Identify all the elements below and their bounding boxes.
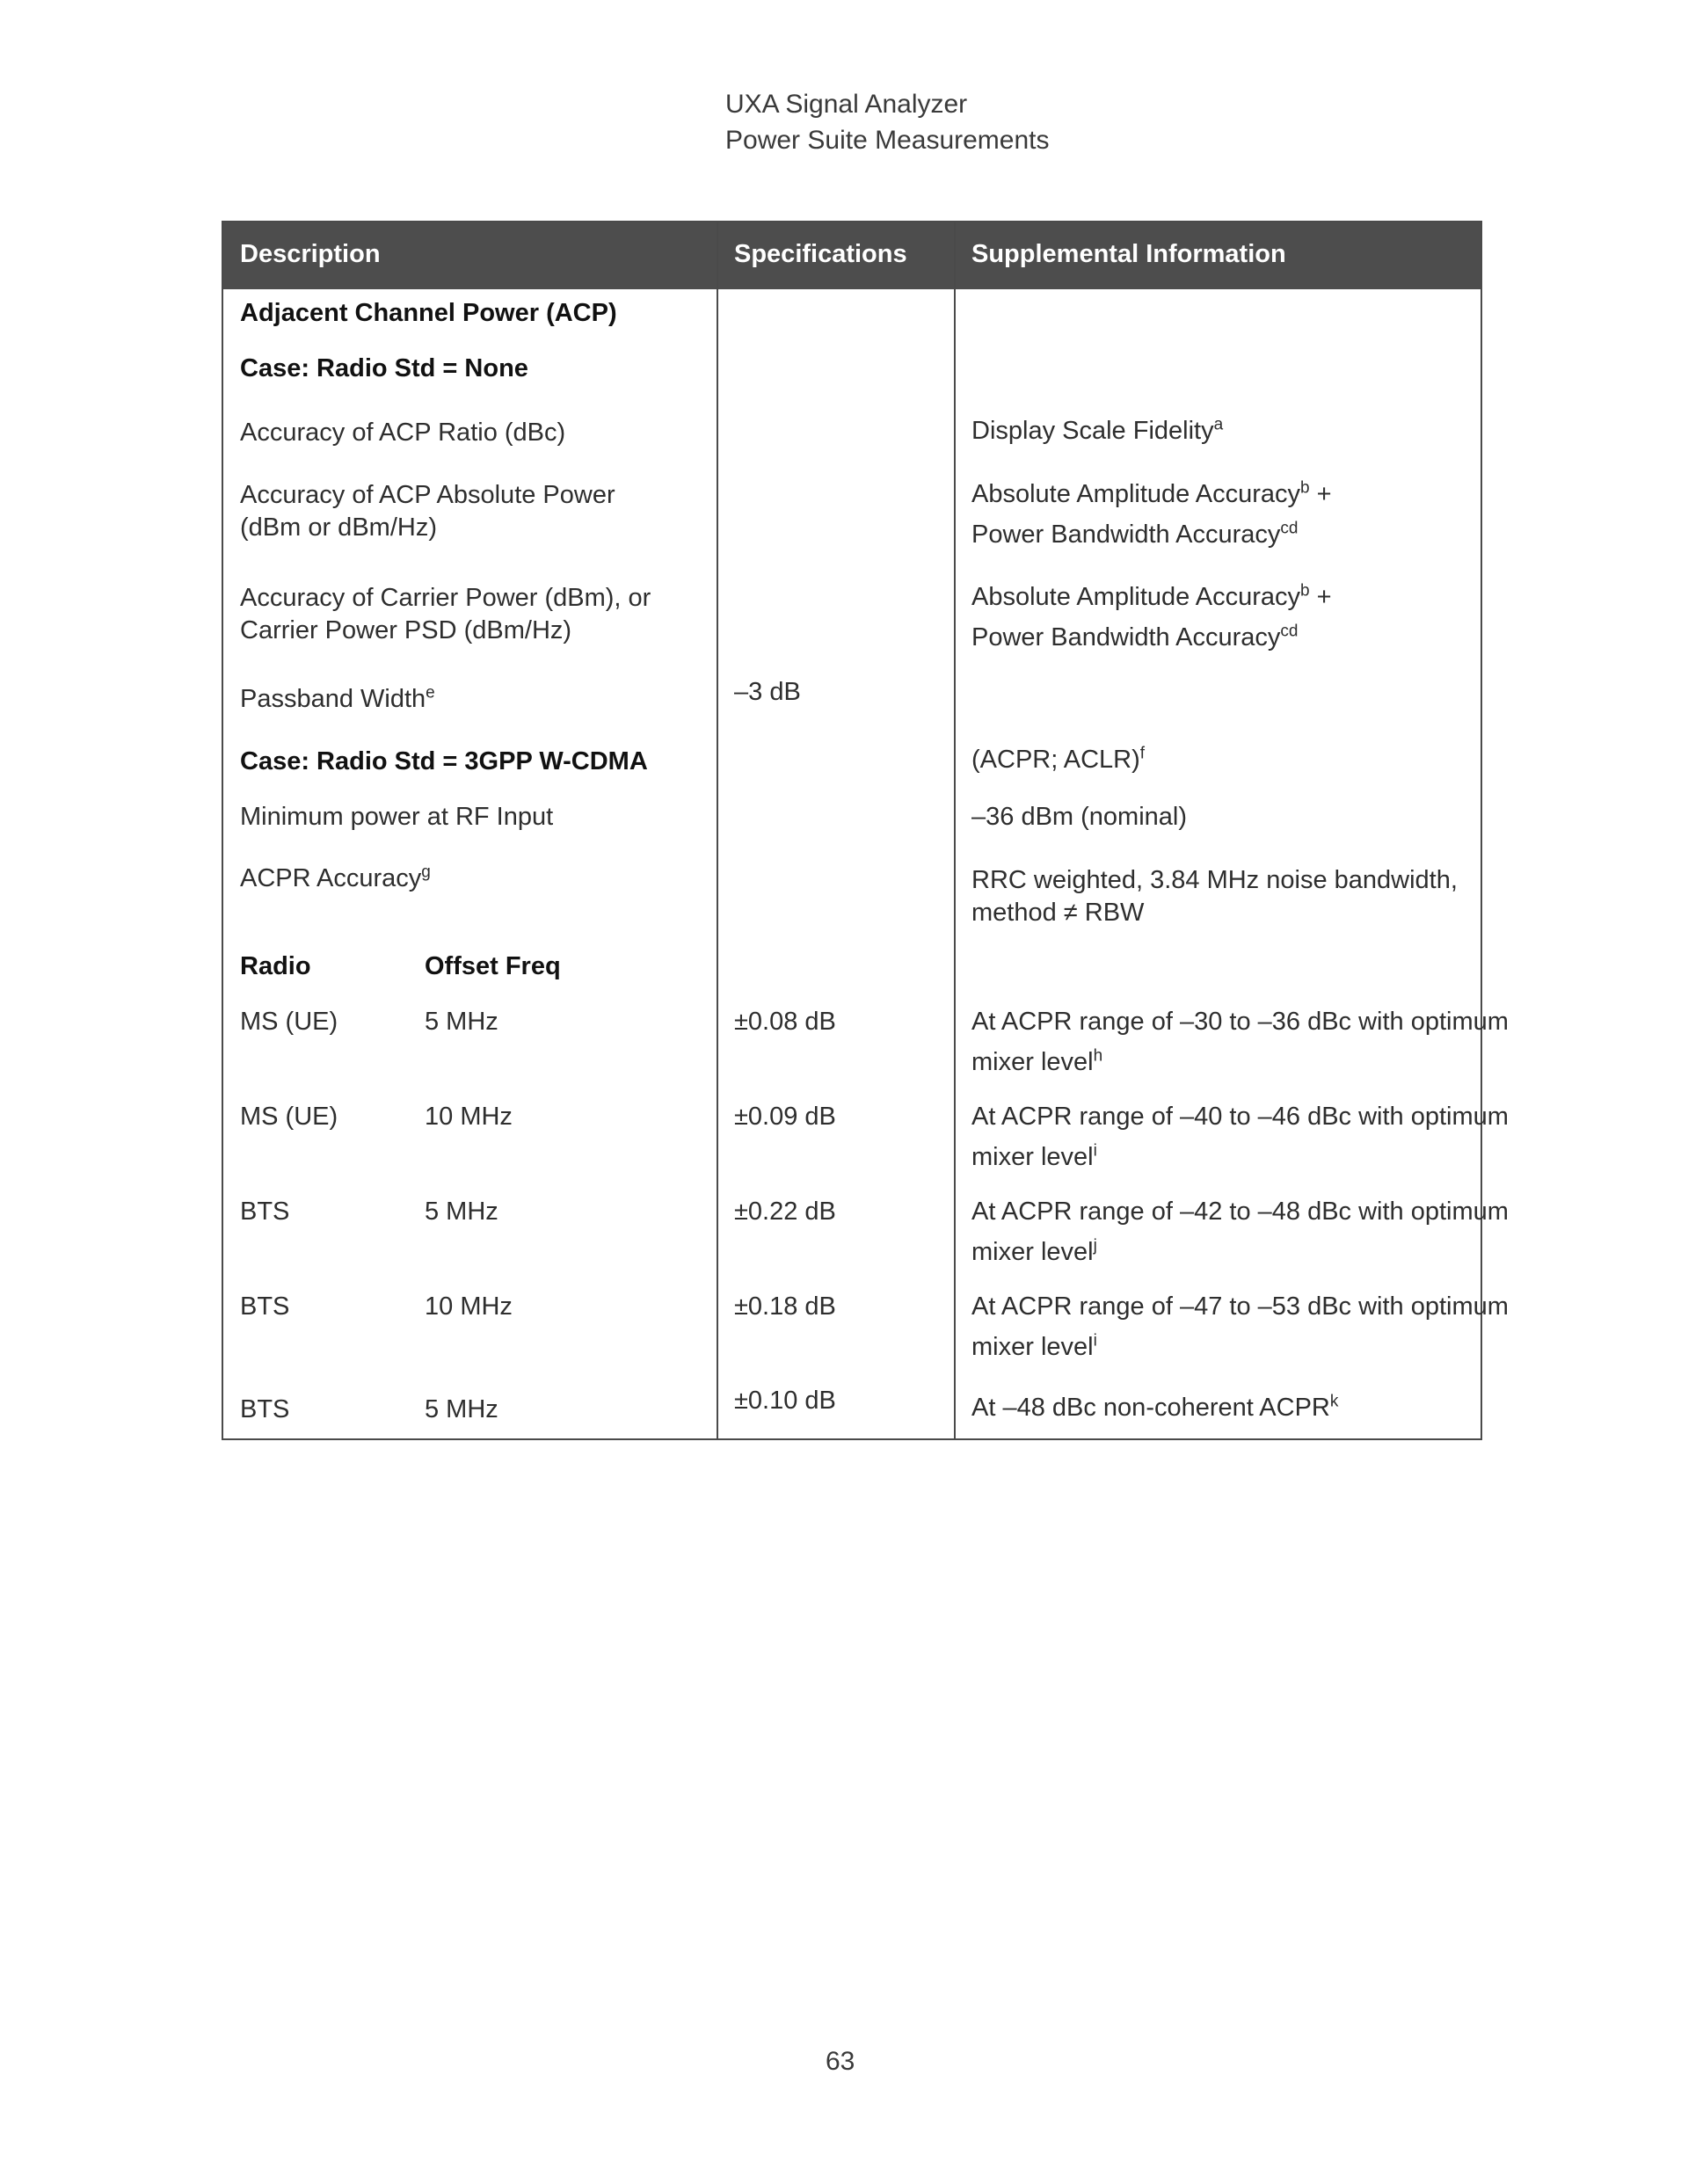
min-power-description: Minimum power at RF Input: [240, 803, 554, 831]
table-row-radio: MS (UE): [240, 1103, 338, 1131]
carrier-power-description: Accuracy of Carrier Power (dBm), or Carrier Power PSD (dBm/Hz): [240, 584, 651, 644]
table-row-spec: ±0.08 dB: [734, 1008, 836, 1036]
specification-table: [222, 221, 1509, 1440]
offset-column-heading: Offset Freq: [425, 952, 561, 980]
section-title: Adjacent Channel Power (ACP): [240, 299, 617, 327]
table-row-supplemental: At ACPR range of –47 to –53 dBc with optimum mixer level$^i$: [971, 1292, 1509, 1361]
table-row-offset: 10 MHz: [425, 1292, 513, 1321]
table-row-offset: 10 MHz: [425, 1103, 513, 1131]
table-row-spec: ±0.09 dB: [734, 1103, 836, 1131]
table-row-supplemental: At ACPR range of –42 to –48 dBc with optimum mixer level$^j$: [971, 1198, 1509, 1266]
document-title: UXA Signal Analyzer: [725, 90, 968, 119]
document-subtitle: Power Suite Measurements: [725, 126, 1050, 155]
acp-ratio-description: Accuracy of ACP Ratio (dBc): [240, 419, 566, 447]
table-row-spec: ±0.22 dB: [734, 1198, 836, 1226]
acp-ratio-supplemental: Display Scale Fidelity$^a$: [971, 415, 1224, 445]
column-header-supplemental: Supplemental Information: [971, 240, 1286, 268]
table-header-row: [223, 222, 1481, 289]
column-header-specifications: Specifications: [734, 240, 907, 268]
table-row-offset: 5 MHz: [425, 1008, 498, 1036]
acp-absolute-supplemental: Absolute Amplitude Accuracy$^b$ + Power Bandwidth Accuracy$^{cd}$: [971, 478, 1332, 549]
passband-specification: –3 dB: [734, 678, 801, 706]
column-header-description: Description: [240, 240, 381, 268]
table-row-radio: MS (UE): [240, 1008, 338, 1036]
column-divider: [717, 222, 718, 1438]
table-row-offset: 5 MHz: [425, 1198, 498, 1226]
column-divider: [954, 222, 956, 1438]
table-row-supplemental: At –48 dBc non-coherent ACPR$^k$: [971, 1392, 1339, 1422]
table-row-spec: ±0.18 dB: [734, 1292, 836, 1321]
acpr-accuracy-supplemental: RRC weighted, 3.84 MHz noise bandwidth, method ≠ RBW: [971, 866, 1458, 927]
table-row-spec: ±0.10 dB: [734, 1387, 836, 1415]
acp-absolute-description: Accuracy of ACP Absolute Power (dBm or dBm/Hz): [240, 481, 615, 542]
case-heading-wcdma: Case: Radio Std = 3GPP W-CDMA: [240, 747, 648, 775]
wcdma-supplemental: (ACPR; ACLR)$^f$: [971, 744, 1146, 774]
case-heading-none: Case: Radio Std = None: [240, 354, 528, 382]
passband-description: Passband Width$^e$: [240, 683, 435, 713]
min-power-supplemental: –36 dBm (nominal): [971, 803, 1187, 831]
table-row-supplemental: At ACPR range of –30 to –36 dBc with optimum mixer level$^h$: [971, 1008, 1509, 1076]
acpr-accuracy-description: ACPR Accuracy$^g$: [240, 863, 431, 892]
page-number: 63: [826, 2047, 855, 2076]
table-row-radio: BTS: [240, 1198, 290, 1226]
table-row-supplemental: At ACPR range of –40 to –46 dBc with optimum mixer level$^i$: [971, 1103, 1509, 1171]
table-row-radio: BTS: [240, 1292, 290, 1321]
table-row-offset: 5 MHz: [425, 1395, 498, 1423]
running-header: [725, 86, 1050, 158]
radio-column-heading: Radio: [240, 952, 311, 980]
table-row-radio: BTS: [240, 1395, 290, 1423]
carrier-power-supplemental: Absolute Amplitude Accuracy$^b$ + Power Bandwidth Accuracy$^{cd}$: [971, 581, 1332, 652]
